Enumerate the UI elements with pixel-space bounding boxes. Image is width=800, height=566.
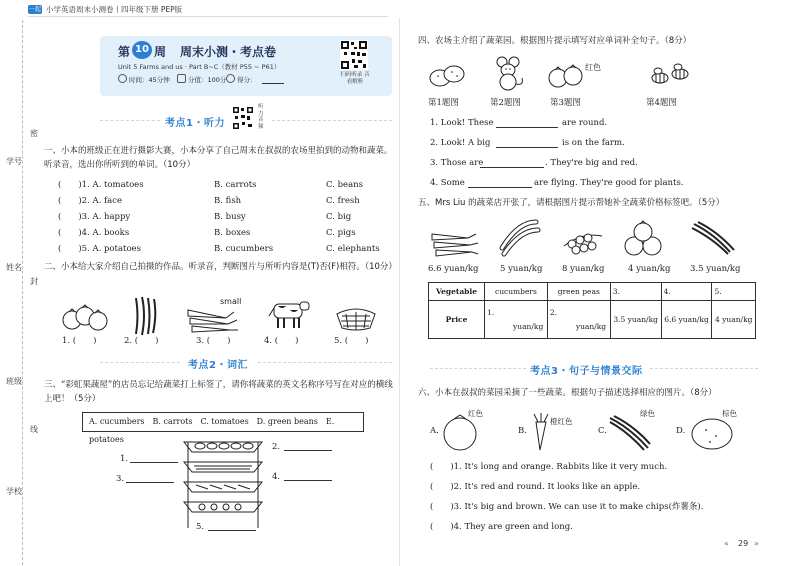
q5-price3: 8 yuan/kg <box>562 264 605 274</box>
score-icon <box>177 74 186 83</box>
section2-rule-left <box>100 362 180 363</box>
q3-blank1-label: 1. <box>120 454 129 464</box>
q1-row4-b: B. boxes <box>214 228 251 238</box>
q4-sentence3-a: 3. Those are <box>430 158 484 168</box>
q3-blank1[interactable] <box>130 462 178 463</box>
q4-sentence1-b: are round. <box>562 118 608 128</box>
q1-row1-b: B. carrots <box>214 180 257 190</box>
prev-page-icon[interactable]: « <box>724 539 729 548</box>
q5-carrots-icon <box>430 224 480 261</box>
q1-row1-a[interactable]: ( )1. A. tomatoes <box>58 180 144 190</box>
table-price-blank2[interactable] <box>547 301 610 339</box>
q6-pic-b-letter: B. <box>518 426 527 436</box>
table-blank3-label: 3. <box>612 287 620 296</box>
q6-pic-a-letter: A. <box>430 426 439 436</box>
q6-pic-a-color: 红色 <box>468 409 483 418</box>
section3-title: 考点3・句子与情景交际 <box>530 366 643 377</box>
table-cell-blank5[interactable] <box>712 283 756 301</box>
q3-blank4[interactable] <box>284 480 332 481</box>
q2-answer-2[interactable]: 2. ( ) <box>124 336 159 346</box>
q3-blank3[interactable] <box>126 482 174 483</box>
q3-blank3-label: 3. <box>116 474 125 484</box>
section2-rule-right <box>258 362 392 363</box>
week-prefix: 第 <box>118 45 131 59</box>
q1-row4-c: C. pigs <box>326 228 356 238</box>
q3-blank2-label: 2. <box>272 442 281 452</box>
table-header-vegetable: Vegetable <box>429 283 485 301</box>
q5-price-table <box>428 282 756 339</box>
q6-row3[interactable]: ( )3. It's big and brown. We can use it to make chips(炸薯条). <box>430 502 704 512</box>
q6-stem: 六、小本在叔叔的菜园采摘了一些蔬菜。根据句子描述选择相应的图片。（8分） <box>418 388 717 398</box>
q6-row4[interactable]: ( )4. They are green and long. <box>430 522 573 532</box>
pen-icon <box>226 74 235 83</box>
week-number-badge: 10 <box>132 41 152 59</box>
q1-stem: 一、小本的班级正在进行摄影大赛，小本分享了自己周末在叔叔的农场里拍到的动物和蔬菜。听录音，选出你所听到的单词。（10分） <box>44 146 393 170</box>
q5-price5: 3.5 yuan/kg <box>690 264 741 274</box>
q4-pic1-caption: 第1题图 <box>428 98 459 108</box>
table-price-blank1-label: 1. <box>487 307 495 317</box>
clock-icon <box>118 74 127 83</box>
table-price-blank2-label: 2. <box>549 307 558 317</box>
binding-line <box>22 20 23 565</box>
q3-shelf-icon <box>178 436 268 533</box>
q2-pic4-cow-icon <box>266 298 312 335</box>
sidebar-label-line: 线 <box>30 425 38 434</box>
q4-blank2[interactable] <box>496 147 558 148</box>
page-fold <box>399 18 400 566</box>
q5-price4: 4 yuan/kg <box>628 264 671 274</box>
q3-stem: 三、“彩虹果蔬屋”的店员忘记给蔬菜打上标签了，请你将蔬菜的英文名称序号写在对应的横线上吧！（5分） <box>44 380 393 404</box>
score-obtained-label: 得分： <box>237 76 257 84</box>
time-limit: 时间：45分钟 <box>129 76 170 84</box>
q2-answer-3[interactable]: 3. ( ) <box>196 336 231 346</box>
q2-answer-1[interactable]: 1. ( ) <box>62 336 97 346</box>
q4-blank1[interactable] <box>496 127 558 128</box>
q4-red-label: 红色 <box>585 63 601 72</box>
q5-price1: 6.6 yuan/kg <box>428 264 479 274</box>
sidebar-label-number: 学号 <box>6 157 22 166</box>
q4-pic3-tomatoes-icon <box>546 60 586 93</box>
q4-stem: 四、农场主介绍了蔬菜园。根据图片提示填写对应单词补全句子。（8分） <box>418 36 692 46</box>
q6-row2[interactable]: ( )2. It's red and round. It looks like an apple. <box>430 482 641 492</box>
table-price-blank1[interactable] <box>485 301 548 339</box>
q6-pic-c-color: 绿色 <box>640 409 655 418</box>
section1-title: 考点1・听力 <box>165 118 225 129</box>
next-page-icon[interactable]: » <box>754 539 759 548</box>
page-title: 周末小测・考点卷 <box>180 45 277 59</box>
q2-pic3-carrots-icon <box>186 304 240 337</box>
sidebar-label-class: 班级 <box>6 377 22 386</box>
q4-blank4[interactable] <box>468 187 532 188</box>
q5-beans-icon <box>690 220 736 259</box>
q1-row3-b: B. busy <box>214 212 246 222</box>
table-cell-greenpeas: green peas <box>547 283 610 301</box>
q5-tomatoes-icon <box>622 220 668 261</box>
q3-blank5-label: 5. <box>196 522 205 532</box>
q6-pic-d-letter: D. <box>676 426 686 436</box>
q1-row2-a[interactable]: ( )2. A. face <box>58 196 122 206</box>
q2-answer-5[interactable]: 5. ( ) <box>334 336 369 346</box>
q4-sentence2-a: 2. Look! A big <box>430 138 491 148</box>
q2-pic2-beans-icon <box>130 296 160 339</box>
table-cell-cucumbers: cucumbers <box>485 283 548 301</box>
q4-sentence4-b: are flying. They're good for plants. <box>534 178 684 188</box>
q1-row3-a[interactable]: ( )3. A. happy <box>58 212 131 222</box>
q1-row2-c: C. fresh <box>326 196 360 206</box>
q3-blank4-label: 4. <box>272 472 281 482</box>
section3-rule-right <box>650 368 758 369</box>
q5-cucumbers-icon <box>498 218 542 261</box>
section2-title: 考点2・词汇 <box>188 360 248 371</box>
series-title: 小学英语周末小测卷丨四年级下册 PEP版 <box>46 5 183 14</box>
q4-sentence2-b: is on the farm. <box>562 138 625 148</box>
qr-caption: 扫码听录 音看解析 <box>340 72 370 85</box>
score-total: 分值：100分 <box>188 76 227 84</box>
table-cell-blank3[interactable] <box>610 283 661 301</box>
table-price-4: 6.6 yuan/kg <box>661 301 712 339</box>
header-rule <box>28 16 388 17</box>
sidebar-label-name: 姓名 <box>6 263 22 272</box>
page-number: 29 <box>738 539 749 548</box>
q6-row1[interactable]: ( )1. It's long and orange. Rabbits like it very much. <box>430 462 668 472</box>
table-price-3: 3.5 yuan/kg <box>610 301 661 339</box>
q4-sentence4-a: 4. Some <box>430 178 465 188</box>
q1-row1-c: C. beans <box>326 180 363 190</box>
q4-sentence1-a: 1. Look! These <box>430 118 494 128</box>
q1-row3-c: C. big <box>326 212 352 222</box>
table-header-price: Price <box>429 301 485 339</box>
sidebar-label-seal: 封 <box>30 277 38 286</box>
q5-stem: 五、Mrs Liu 的蔬菜店开张了，请根据图片提示帮她补全蔬菜价格标签吧。（5分） <box>418 198 725 208</box>
table-price-unit2: yuan/kg <box>575 321 607 331</box>
audio-qr-caption: 听力音频 <box>258 104 264 130</box>
q5-price2: 5 yuan/kg <box>500 264 543 274</box>
table-price-5: 4 yuan/kg <box>712 301 756 339</box>
q2-stem: 二、小本给大家介绍自己拍摄的作品。听录音，判断图片与所听内容是(T)否(F)相符。（10分） <box>44 262 397 272</box>
sidebar-label-secret: 密 <box>30 129 38 138</box>
q4-pic2-mouse-icon <box>492 56 526 95</box>
q6-pic-d-color: 棕色 <box>722 409 737 418</box>
score-obtained-blank[interactable] <box>262 83 284 84</box>
q5-peas-icon <box>562 226 608 259</box>
q1-row2-b: B. fish <box>214 196 242 206</box>
series-badge-text: 一起 <box>29 6 42 13</box>
section1-rule-right <box>272 120 392 121</box>
q4-sentence3-b: . They're big and red. <box>545 158 638 168</box>
q1-row5-a[interactable]: ( )5. A. potatoes <box>58 244 141 254</box>
q4-pic4-caption: 第4题图 <box>646 98 677 108</box>
q4-blank3[interactable] <box>480 167 544 168</box>
q2-small-label: small <box>220 297 242 306</box>
audio-qr-icon[interactable] <box>232 106 254 130</box>
q2-pic5-basket-icon <box>334 304 378 335</box>
q2-answer-4[interactable]: 4. ( ) <box>264 336 299 346</box>
table-price-unit1: yuan/kg <box>513 321 544 331</box>
section1-rule-left <box>100 120 160 121</box>
q1-row5-b: B. cucumbers <box>214 244 274 254</box>
q1-row5-c: C. elephants <box>326 244 380 254</box>
q6-pic-c-letter: C. <box>598 426 607 436</box>
qr-code-icon[interactable] <box>340 40 368 70</box>
q6-pic-b-color: 橙红色 <box>550 417 573 426</box>
table-blank5-label: 5. <box>714 287 722 296</box>
table-cell-blank4[interactable] <box>661 283 712 301</box>
q4-pic2-caption: 第2题图 <box>490 98 521 108</box>
q1-row4-a[interactable]: ( )4. A. books <box>58 228 130 238</box>
q4-pic4-bees-icon <box>648 60 692 93</box>
q3-blank5[interactable] <box>208 530 256 531</box>
sidebar-label-school: 学校 <box>6 487 22 496</box>
section3-rule-left <box>430 368 526 369</box>
q3-options-box: A. cucumbers B. carrots C. tomatoes D. green beans E. potatoes <box>82 412 364 432</box>
q3-blank2[interactable] <box>284 450 332 451</box>
table-blank4-label: 4. <box>663 287 671 296</box>
q4-pic3-caption: 第3题图 <box>550 98 581 108</box>
week-suffix: 周 <box>154 45 167 59</box>
q4-pic1-potatoes-icon <box>428 60 468 93</box>
unit-line: Unit 5 Farms and us · Part B~C（教材 P55 ~ P61） <box>118 63 281 71</box>
q2-pic1-tomatoes-icon <box>60 300 110 337</box>
